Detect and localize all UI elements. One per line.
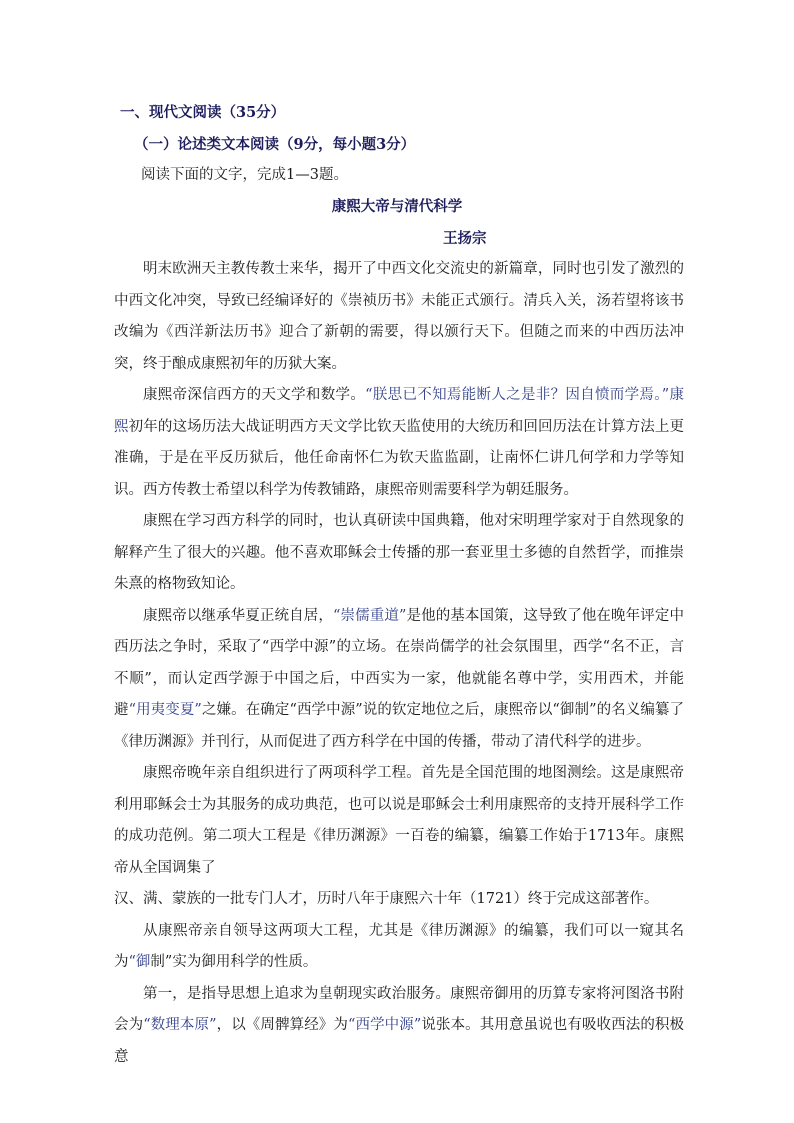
quoted-text: “用夷变夏”: [128, 702, 202, 718]
quoted-text: “数理本原”: [143, 1017, 217, 1033]
paragraph-text: 是他的基本国策，这导致了他在晚年评定中西历法之争时，采取了“西学中源”的立场。在崇尚儒学的社会氛围里，西学“名不正，言不顺”，而认定西学源于中国之后，中西实为一家，他就能名尊中学，实用西术，并能避: [114, 607, 685, 718]
paragraph-text: 初年的这场历法大战证明西方天文学比钦天监使用的大统历和回回历法在计算方法上更准确，于是在平反历狱后，他任命南怀仁为钦天监监副，让南怀仁讲几何学和力学等知识。西方传教士希望以科学为传教铺路，康熙帝则需要科学为朝廷服务。: [114, 418, 685, 498]
quoted-text: “御: [128, 954, 151, 970]
paragraph-text: 汉、满、蒙族的一批专门人才，历时八年于康熙六十年（1721）终于完成这部著作。: [114, 891, 659, 907]
paragraph: [114, 380, 684, 506]
quoted-text: “朕思已不知焉能断人之是非？因自愤而学焉。”康熙: [114, 387, 685, 435]
paragraph-text: ，以《周髀算经》为: [216, 1017, 348, 1033]
paragraph-text: 第一，是指导思想上追求为皇朝现实政治服务。康熙帝御用的历算专家将河图洛书附会为: [114, 985, 684, 1033]
paragraph: [114, 758, 684, 884]
paragraph: [114, 979, 684, 1074]
paragraph-text: 说张本。其用意虽说也有吸收西法的积极意: [114, 1017, 685, 1065]
paragraph-text: 明末欧洲天主教传教士来华，揭开了中西文化交流史的新篇章，同时也引发了激烈的中西文化冲突，导致已经编译好的《崇祯历书》未能正式颁行。清兵入关，汤若望将该书改编为《西洋新法历书》迎合了新朝的需要，得以颁行天下。但随之而来的中西历法冲突，终于酿成康熙初年的历狱大案。: [114, 261, 684, 372]
paragraph-text: 之嫌。在确定“西学中源”说的钦定地位之后，康熙帝以“御制”的名义编纂了《律历渊源》并刊行，从而促进了西方科学在中国的传播，带动了清代科学的进步。: [114, 702, 685, 750]
reading-instruction: 阅读下面的文字，完成1—3题。: [141, 167, 348, 183]
quoted-text: “西学中源”: [347, 1017, 422, 1033]
paragraph-text: 康熙帝晚年亲自组织进行了两项科学工程。首先是全国范围的地图测绘。这是康熙帝利用耶稣会士为其服务的成功典范，也可以说是耶稣会士利用康熙帝的支持开展科学工作的成功范例。第二项大工程是《律历渊源》一百卷的编纂，编纂工作始于1713年。康熙帝从全国调集了: [114, 765, 684, 876]
article-title: 康熙大帝与清代科学: [331, 198, 463, 215]
paragraph: [114, 884, 684, 916]
subsection-heading: （一）论述类文本阅读（9分，每小题3分）: [134, 136, 416, 153]
paragraph: [114, 601, 684, 759]
paragraph: [114, 916, 684, 979]
article-body: [114, 254, 684, 1073]
section-heading: 一、现代文阅读（35分）: [120, 104, 286, 121]
paragraph-text: 从康熙帝亲自领导这两项大工程，尤其是《律历渊源》的编纂，我们可以一窥其名为: [114, 922, 684, 970]
paragraph: [114, 506, 684, 601]
paragraph-text: 康熙在学习西方科学的同时，也认真研读中国典籍，他对宋明理学家对于自然现象的解释产生了很大的兴趣。他不喜欢耶稣会士传播的那一套亚里士多德的自然哲学，而推崇朱熹的格物致知论。: [114, 513, 684, 592]
paragraph-text: 制”实为御用科学的性质。: [150, 954, 318, 970]
paragraph-text: 康熙帝以继承华夏正统自居，: [143, 607, 333, 624]
paragraph-text: 康熙帝深信西方的天文学和数学。: [143, 387, 366, 403]
quoted-text: “崇儒重道”: [332, 607, 407, 624]
article-author: 王扬宗: [443, 230, 487, 247]
paragraph: [114, 254, 684, 380]
